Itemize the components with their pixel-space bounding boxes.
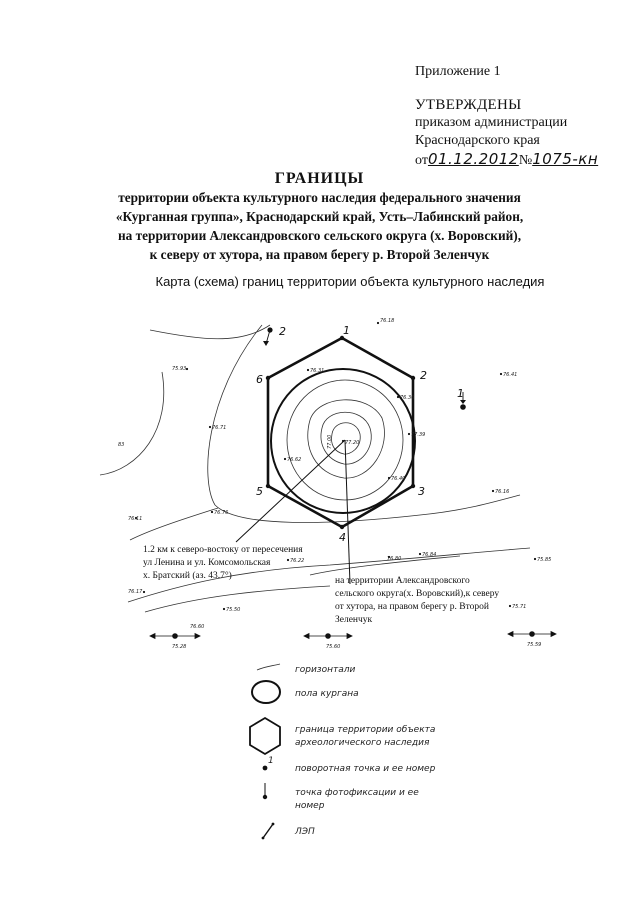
elevation-label: 77.00: [327, 434, 333, 449]
photo-point-label-1: 1: [457, 387, 464, 400]
legend-mound-icon: [252, 681, 280, 703]
legend-contours-label: горизонтали: [295, 665, 356, 675]
leader-line: [236, 440, 345, 542]
point-label-5: 5: [256, 485, 263, 498]
elevation-label: 76.71: [212, 425, 227, 431]
elevation-label: 76.41: [503, 372, 518, 378]
location-annotation-a-1: 1.2 км к северо-востоку от пересечения: [143, 545, 303, 555]
legend-photo-label-1: точка фотофиксации и ее: [295, 788, 419, 798]
boundary-map: [0, 300, 639, 905]
elevation-label: 76.18: [380, 318, 395, 324]
point-label-3: 3: [418, 485, 425, 498]
location-annotation-b-4: Зеленчук: [335, 615, 373, 625]
legend-mound-label: пола кургана: [295, 689, 359, 699]
legend-boundary-label-2: археологического наследия: [295, 738, 430, 748]
elevation-label: 77.20: [345, 440, 360, 446]
elevation-label: 83: [118, 442, 125, 448]
elevation-label: 76.16: [495, 489, 510, 495]
elevation-label: 75.59: [527, 642, 542, 648]
elevation-label: 75.50: [226, 607, 241, 613]
elevation-label: 75.28: [172, 644, 187, 650]
legend-boundary-icon: [250, 718, 280, 754]
terrain-contour: [130, 508, 218, 540]
elevation-label: 77.39: [411, 432, 426, 438]
elevation-label: 76.60: [190, 624, 205, 630]
point-label-1: 1: [343, 324, 350, 337]
approved-heading: УТВЕРЖДЕНЫ: [415, 97, 522, 113]
order-line: приказом администрации: [415, 115, 568, 130]
legend-contour-icon: [257, 664, 280, 670]
terrain-contour: [150, 325, 270, 339]
elevation-label: 75.60: [326, 644, 341, 650]
title-line-3: на территории Александровского сельского округа (х. Воровский),: [117, 228, 522, 243]
title-line-2: «Курганная группа», Краснодарский край, Усть–Лабинский район,: [115, 209, 524, 224]
legend-turn-point-number: 1: [268, 756, 274, 766]
heritage-boundary-hexagon: [268, 338, 413, 527]
legend-boundary-label-1: граница территории объекта: [295, 725, 436, 735]
legend-photo-label-2: номер: [295, 801, 325, 811]
title-heading: ГРАНИЦЫ: [274, 170, 365, 187]
number-prefix: №: [518, 153, 533, 168]
mound-contour: [332, 423, 361, 454]
location-annotation-b-2: сельского округа(х. Воровский),к северу: [335, 589, 500, 599]
terrain-contour: [310, 556, 460, 575]
elevation-label: 76.11: [128, 516, 143, 522]
elevation-label: 75.85: [537, 557, 552, 563]
legend-turn-point-label: поворотная точка и ее номер: [295, 764, 436, 774]
point-label-6: 6: [256, 373, 263, 386]
elevation-label: 76.22: [290, 558, 305, 564]
location-annotation-b-1: на территории Александровского: [335, 576, 470, 586]
title-line-4: к северу от хутора, на правом берегу р. Второй Зеленчук: [149, 247, 490, 262]
terrain-contour: [100, 372, 164, 475]
map-legend: [250, 664, 436, 839]
approval-block: [415, 96, 598, 170]
map-caption: Карта (схема) границ территории объекта культурного наследия: [155, 274, 545, 289]
title-line-1: территории объекта культурного наследия федерального значения: [118, 190, 521, 205]
terrain-contour: [208, 325, 520, 523]
elevation-label: 76.17: [128, 589, 143, 595]
elevation-label: 76.40: [391, 476, 406, 482]
date-handwritten: 01.12.2012: [427, 150, 519, 168]
point-label-4: 4: [339, 531, 346, 544]
legend-photo-point-dot: [263, 795, 267, 799]
number-handwritten: 1075-кн: [532, 150, 599, 168]
point-label-2: 2: [420, 369, 427, 382]
location-annotation-a-3: х. Братский (аз. 43.7°): [143, 571, 232, 581]
date-prefix: от: [415, 153, 428, 168]
elevation-label: 76.62: [287, 457, 302, 463]
elevation-label: 75.71: [512, 604, 527, 610]
location-annotation-b-3: от хутора, на правом берегу р. Второй: [335, 602, 489, 612]
appendix-label: Приложение 1: [415, 64, 501, 79]
elevation-label: 76.36: [400, 395, 415, 401]
region-line: Краснодарского края: [415, 133, 540, 148]
elevation-label: 75.93: [172, 366, 187, 372]
elevation-label: 76.76: [214, 510, 229, 516]
legend-power-line-icon: [263, 824, 273, 838]
location-annotation-a-2: ул Ленина и ул. Комсомольская: [143, 558, 271, 568]
legend-power-line-label: ЛЭП: [295, 827, 315, 837]
photo-point-label-2: 2: [279, 325, 286, 338]
elevation-label: 76.84: [422, 552, 437, 558]
survey-markers: [150, 632, 556, 639]
elevation-label: 76.31: [310, 368, 325, 374]
photo-point-2: [263, 327, 273, 346]
elevation-label: 76.80: [387, 556, 402, 562]
document-title: [0, 170, 639, 264]
legend-turn-point-icon: [263, 766, 268, 771]
date-number-line: [415, 150, 598, 170]
